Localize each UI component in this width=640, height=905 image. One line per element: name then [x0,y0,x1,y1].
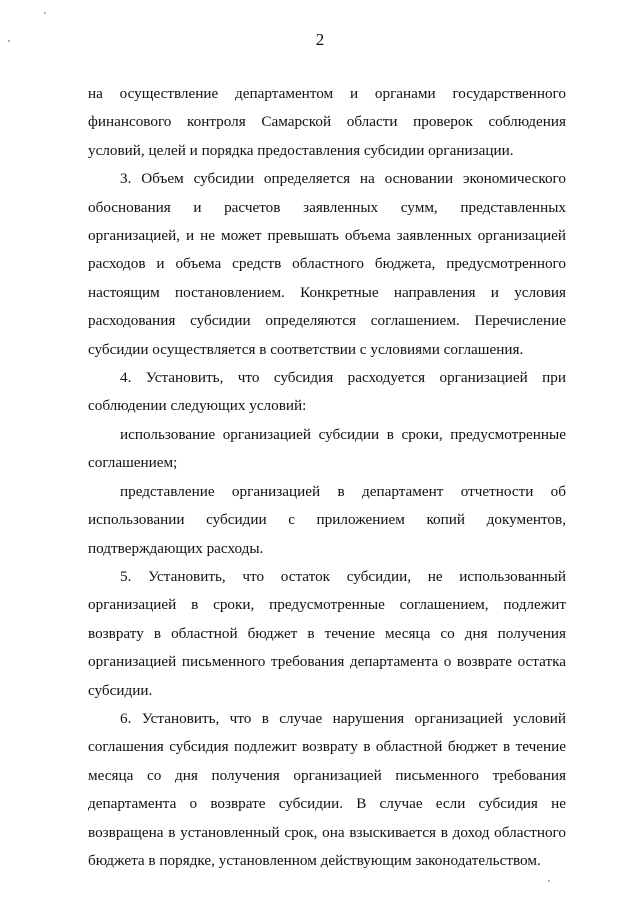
scan-speck [44,12,46,14]
paragraph-intro-continuation: на осуществление департаментом и органами государственного финансового контроля Самарской области проверок соблюдения условий, целей и порядка предоставления субсидии организации. [88,85,566,159]
paragraph-6: 6. Установить, что в случае нарушения организацией условий соглашения субсидия подлежит возврату в областной бюджет в течение месяца со дня получения организацией письменного требования департамента о возврате субсидии. В случае если субсидия не возвращена в установленный срок, она взыскивается в доход областного бюджета в порядке, установленном действующим законодательством. [88,709,566,869]
scan-speck [548,880,550,882]
paragraph-4: 4. Установить, что субсидия расходуется организацией при соблюдении следующих условий: [88,369,566,415]
paragraph-4-condition-2: представление организацией в департамент отчетности об использовании субсидии с приложением копий документов, подтверждающих расходы. [88,482,566,557]
document-body [88,80,566,875]
scan-speck [8,40,10,42]
paragraph-3: 3. Объем субсидии определяется на основании экономического обоснования и расчетов заявленных сумм, представленных организацией, и не может превышать объема заявленных организацией расходов и объема средств областного бюджета, предусмотренного настоящим постановлением. Конкретные направления и условия расходования субсидии определяются соглашением. Перечисление субсидии осуществляется в соответствии с условиями соглашения. [88,170,566,358]
paragraph-5: 5. Установить, что остаток субсидии, не использованный организацией в сроки, предусмотренные соглашением, подлежит возврату в областной бюджет в течение месяца со дня получения организацией письменного требования департамента о возврате остатка субсидии. [88,567,566,699]
paragraph-4-condition-1: использование организацией субсидии в сроки, предусмотренные соглашением; [88,425,566,472]
page-number: 2 [315,30,325,49]
